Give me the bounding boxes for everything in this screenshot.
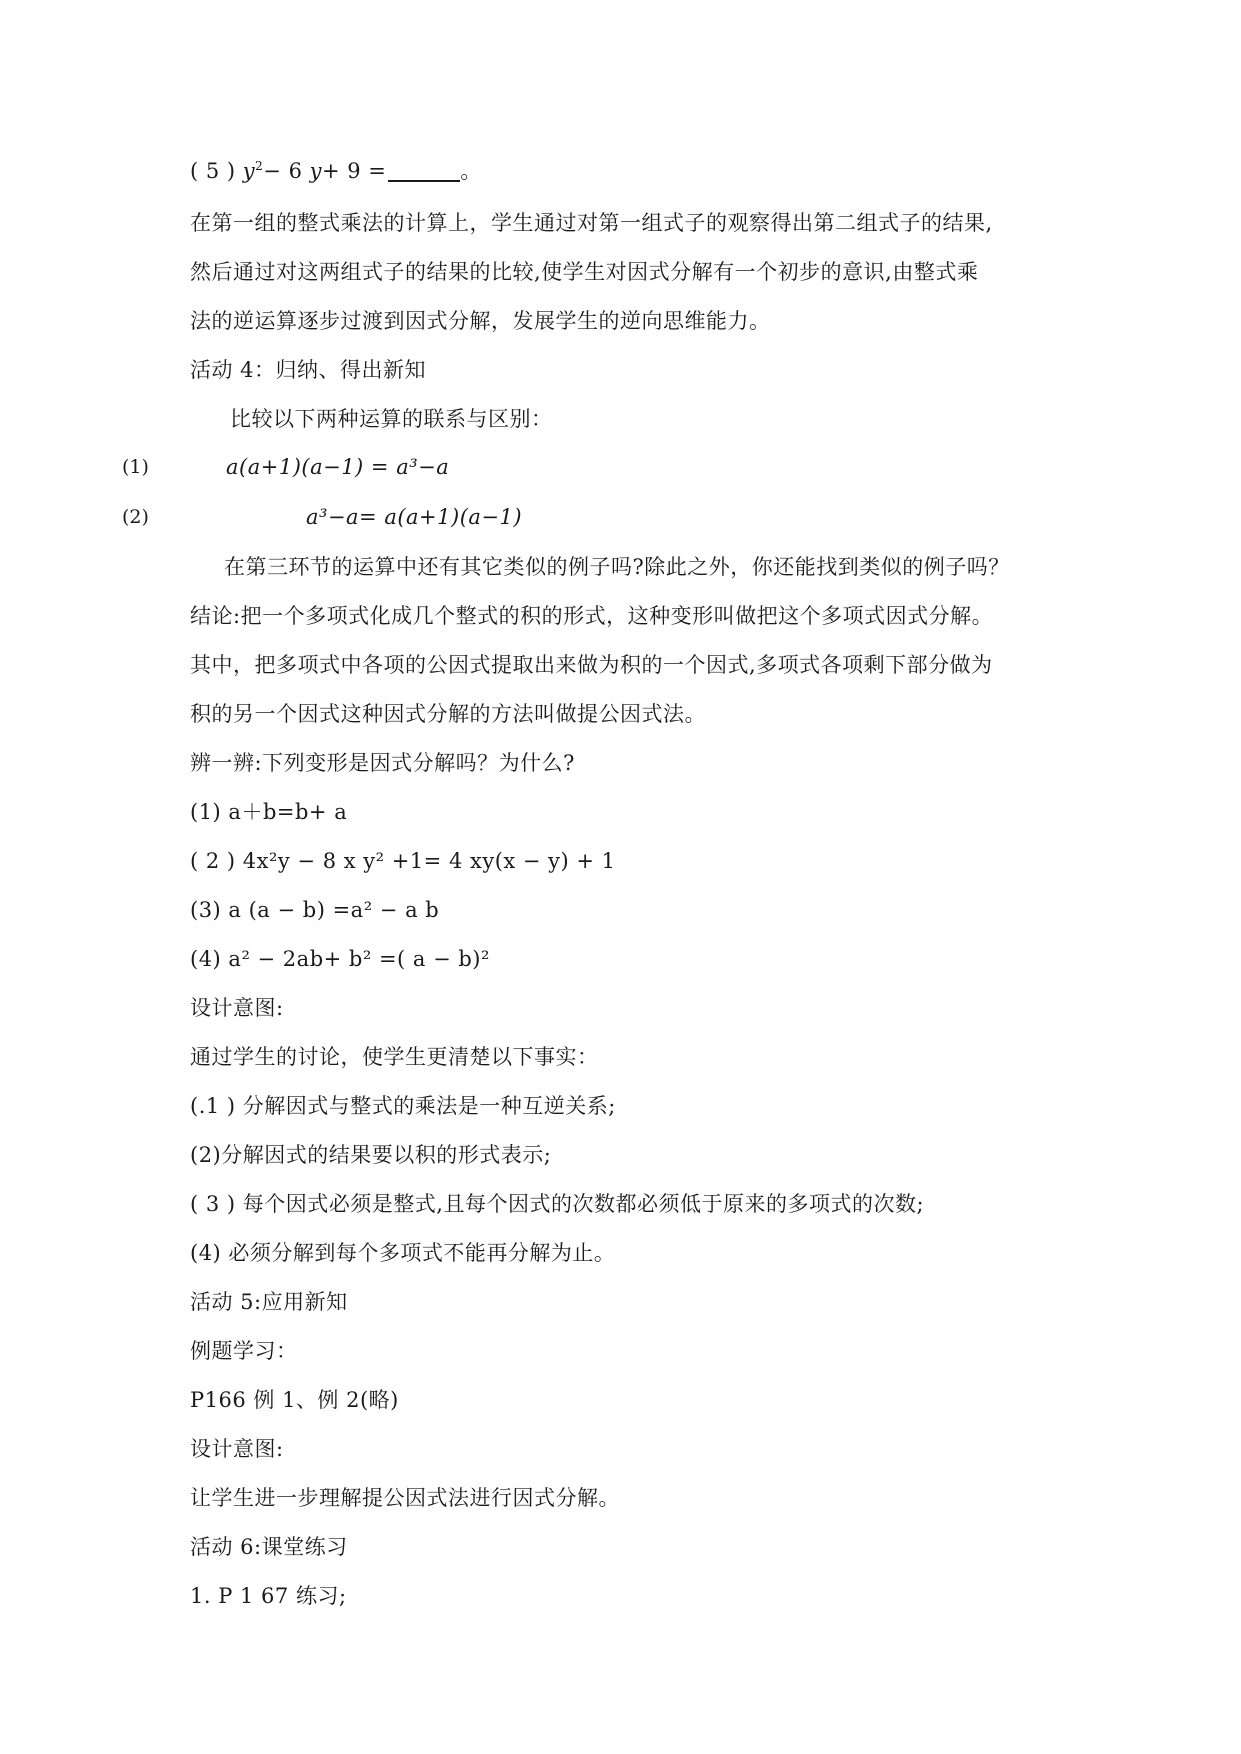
section-heading-activity-5: 活动 5:应用新知	[190, 1290, 348, 1314]
equation-1: a(a+1)(a−1) = a³−a	[226, 455, 450, 479]
fact-item-3: ( 3 ) 每个因式必须是整式,且每个因式的次数都必须低于原来的多项式的次数;	[190, 1192, 925, 1216]
design-intent-text: 让学生进一步理解提公因式法进行因式分解。	[190, 1486, 620, 1510]
example-heading: 例题学习：	[190, 1339, 298, 1363]
compare-prompt: 比较以下两种运算的联系与区别：	[230, 407, 553, 431]
answer-blank	[388, 160, 460, 182]
var-y: y	[242, 159, 256, 183]
item-5-prefix: ( 5 )	[190, 159, 243, 183]
exponent: 2	[255, 159, 264, 173]
example-reference: P166 例 1、例 2(略)	[190, 1388, 399, 1412]
exercise-item-3: (3) a (a − b) =a² − a b	[190, 898, 440, 922]
design-intent-heading: 设计意图:	[190, 996, 284, 1020]
section-heading-activity-4: 活动 4：归纳、得出新知	[190, 358, 427, 382]
exercise-item-2: ( 2 ) 4x²y − 8 x y² +1= 4 xy(x − y) + 1	[190, 849, 616, 873]
paragraph-line: 在第一组的整式乘法的计算上，学生通过对第一组式子的观察得出第二组式子的结果,	[190, 211, 993, 235]
item-5-end: 。	[460, 159, 482, 183]
discussion-intro: 通过学生的讨论，使学生更清楚以下事实：	[190, 1045, 599, 1069]
exercise-item-1: (1) a＋b=b+ a	[190, 800, 348, 824]
conclusion-line: 结论:把一个多项式化成几个整式的积的形式，这种变形叫做把这个多项式因式分解。	[190, 604, 994, 628]
paragraph-line: 法的逆运算逐步过渡到因式分解，发展学生的逆向思维能力。	[190, 309, 771, 333]
section-heading-activity-6: 活动 6:课堂练习	[190, 1535, 348, 1559]
practice-item-1: 1. P 1 67 练习;	[190, 1584, 347, 1608]
fact-item-4: (4) 必须分解到每个多项式不能再分解为止。	[190, 1241, 616, 1265]
question-line: 在第三环节的运算中还有其它类似的例子吗?除此之外，你还能找到类似的例子吗？	[224, 555, 1010, 579]
item-5-mid: − 6	[263, 159, 310, 183]
equation-number-2: (2)	[122, 506, 149, 528]
exercise-item-4: (4) a² − 2ab+ b² =( a − b)²	[190, 947, 490, 971]
fact-item-1: (.1 ) 分解因式与整式的乘法是一种互逆关系;	[190, 1094, 616, 1118]
paragraph-line: 然后通过对这两组式子的结果的比较,使学生对因式分解有一个初步的意识,由整式乘	[190, 260, 979, 284]
conclusion-line: 积的另一个因式这种因式分解的方法叫做提公因式法。	[190, 702, 706, 726]
fact-item-2: (2)分解因式的结果要以积的形式表示;	[190, 1143, 552, 1167]
exercise-heading: 辨一辨:下列变形是因式分解吗？为什么?	[190, 751, 575, 775]
conclusion-line: 其中，把多项式中各项的公因式提取出来做为积的一个因式,多项式各项剩下部分做为	[190, 653, 993, 677]
item-5-line	[190, 156, 482, 186]
var-y-2: y	[309, 159, 322, 183]
design-intent-heading-2: 设计意图:	[190, 1437, 284, 1461]
equation-number-1: (1)	[122, 456, 149, 478]
item-5-tail: + 9 =	[321, 159, 387, 183]
equation-2: a³−a= a(a+1)(a−1)	[306, 505, 523, 529]
